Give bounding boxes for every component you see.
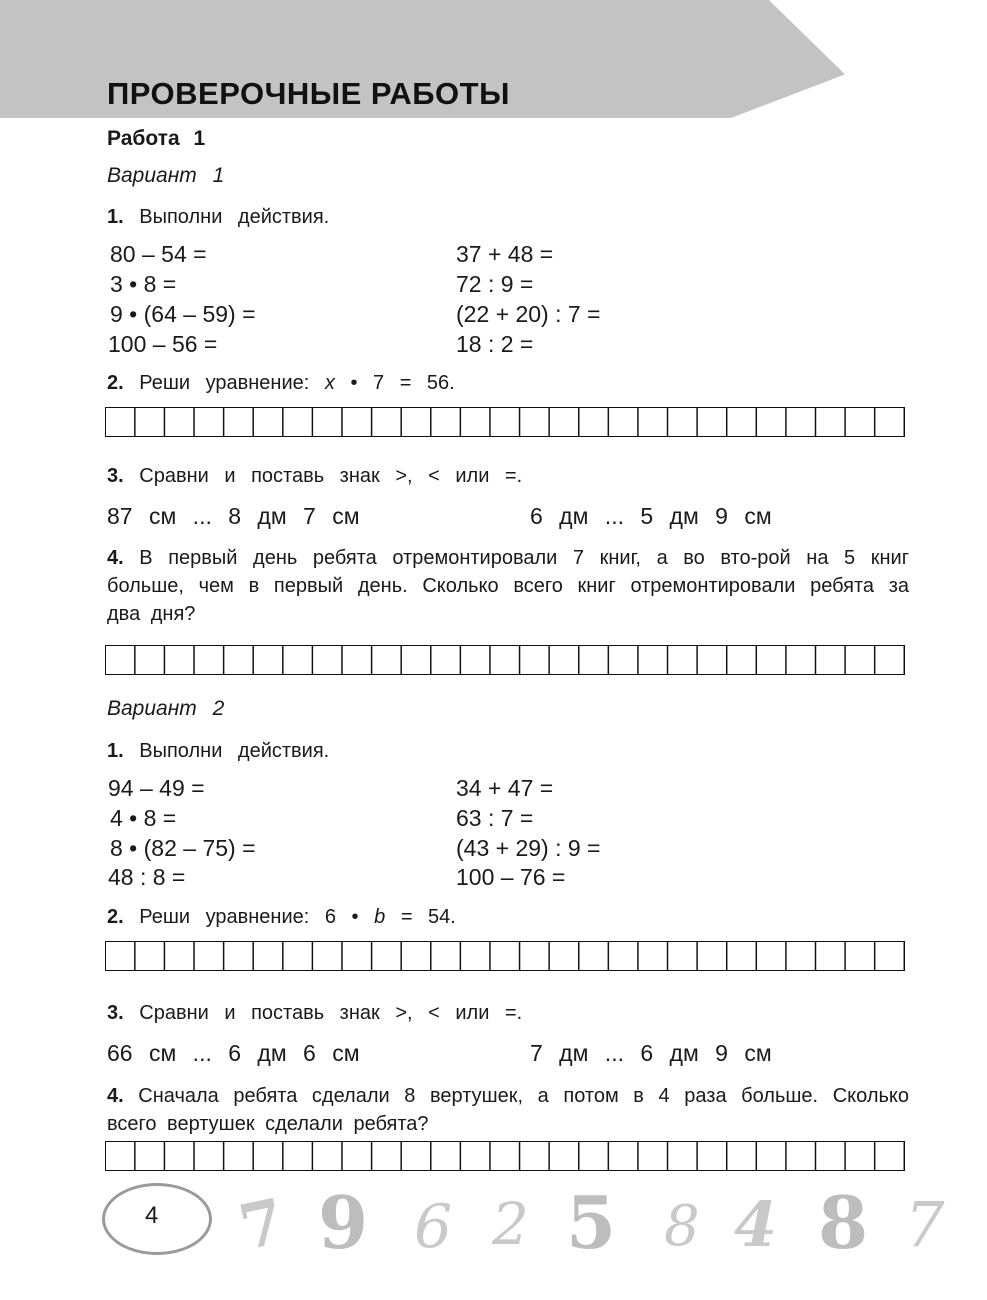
- v2-task3-heading: [107, 1002, 522, 1025]
- v1-task1-heading: [107, 206, 329, 229]
- v2-compare-left: 66 см ... 6 дм 6 см: [107, 1040, 360, 1066]
- decorative-digit-eight: 8: [664, 1194, 700, 1259]
- task-number: 1.: [107, 206, 124, 228]
- task-number: 4.: [107, 547, 124, 569]
- decorative-digit-nine: 9: [318, 1180, 369, 1265]
- v1-expr-right-3: (22 + 20) : 7 =: [456, 301, 601, 327]
- task-number: 2.: [107, 906, 124, 928]
- v2-answer-grid-2[interactable]: [105, 1141, 905, 1171]
- v1-expr-left-3: 9 • (64 – 59) =: [110, 301, 256, 327]
- v2-expr-right-1: 34 + 47 =: [456, 775, 554, 801]
- decorative-digit-seven: 7: [232, 1184, 291, 1265]
- decorative-digit-four: 4: [734, 1188, 778, 1261]
- variant-1-label: Вариант 1: [107, 164, 225, 187]
- page-number: 4: [145, 1202, 159, 1229]
- decorative-digit-eight-bold: 8: [818, 1180, 869, 1265]
- v2-task1-heading: [107, 740, 329, 763]
- task-text: Реши уравнение: 6 •: [139, 906, 359, 928]
- v1-expr-left-4: 100 – 56 =: [108, 331, 218, 357]
- v2-expr-right-2: 63 : 7 =: [456, 805, 534, 831]
- v2-compare-right: 7 дм ... 6 дм 9 см: [530, 1040, 772, 1066]
- v2-task2-heading: [107, 906, 456, 929]
- v1-answer-grid-2[interactable]: [105, 645, 905, 675]
- decorative-digit-seven-end: 7: [905, 1188, 945, 1261]
- v1-compare-right: 6 дм ... 5 дм 9 см: [530, 503, 772, 529]
- task-text: Выполни действия.: [139, 740, 330, 762]
- decorative-digit-two: 2: [492, 1190, 529, 1258]
- equation-rest: • 7 = 56.: [350, 372, 455, 394]
- equation-variable: b: [374, 906, 386, 928]
- task-text: Реши уравнение:: [139, 372, 310, 394]
- work-title: Работа 1: [107, 127, 206, 150]
- task-text: Сравни и поставь знак >, < или =.: [139, 465, 523, 487]
- v2-task4-text: [107, 1082, 909, 1138]
- v1-expr-right-1: 37 + 48 =: [456, 241, 554, 267]
- v2-expr-right-4: 100 – 76 =: [456, 864, 566, 890]
- equation-variable: x: [324, 372, 335, 394]
- v1-compare-left: 87 см ... 8 дм 7 см: [107, 503, 360, 529]
- v1-task2-heading: [107, 372, 455, 395]
- v1-task3-heading: [107, 465, 522, 488]
- task-text: Выполни действия.: [139, 206, 330, 228]
- task-number: 3.: [107, 1002, 124, 1024]
- v1-expr-right-4: 18 : 2 =: [456, 331, 534, 357]
- decorative-digit-six: 6: [414, 1192, 453, 1262]
- page-title: ПРОВЕРОЧНЫЕ РАБОТЫ: [107, 76, 510, 111]
- v1-task4-text: [107, 544, 909, 628]
- task-text: Сначала ребята сделали 8 вертушек, а потом в 4 раза больше. Сколько всего вертушек сделали ребята?: [107, 1085, 910, 1135]
- task-number: 2.: [107, 372, 124, 394]
- v2-expr-left-2: 4 • 8 =: [110, 805, 177, 831]
- v2-expr-right-3: (43 + 29) : 9 =: [456, 835, 601, 861]
- v2-expr-left-4: 48 : 8 =: [108, 864, 186, 890]
- v1-expr-left-1: 80 – 54 =: [110, 241, 207, 267]
- decorative-digit-five: 5: [566, 1180, 617, 1265]
- v2-answer-grid-1[interactable]: [105, 941, 905, 971]
- v1-expr-left-2: 3 • 8 =: [110, 271, 177, 297]
- v2-expr-left-1: 94 – 49 =: [108, 775, 205, 801]
- task-number: 4.: [107, 1085, 124, 1107]
- task-text: Сравни и поставь знак >, < или =.: [139, 1002, 523, 1024]
- task-text: В первый день ребята отремонтировали 7 книг, а во вто-рой на 5 книг больше, чем в первый день. Сколько всего книг отремонтировали ребята за два дня?: [107, 547, 909, 625]
- v1-expr-right-2: 72 : 9 =: [456, 271, 534, 297]
- variant-2-label: Вариант 2: [107, 697, 225, 720]
- task-number: 3.: [107, 465, 124, 487]
- v2-expr-left-3: 8 • (82 – 75) =: [110, 835, 256, 861]
- task-number: 1.: [107, 740, 124, 762]
- v1-answer-grid-1[interactable]: [105, 407, 905, 437]
- equation-rest: = 54.: [400, 906, 456, 928]
